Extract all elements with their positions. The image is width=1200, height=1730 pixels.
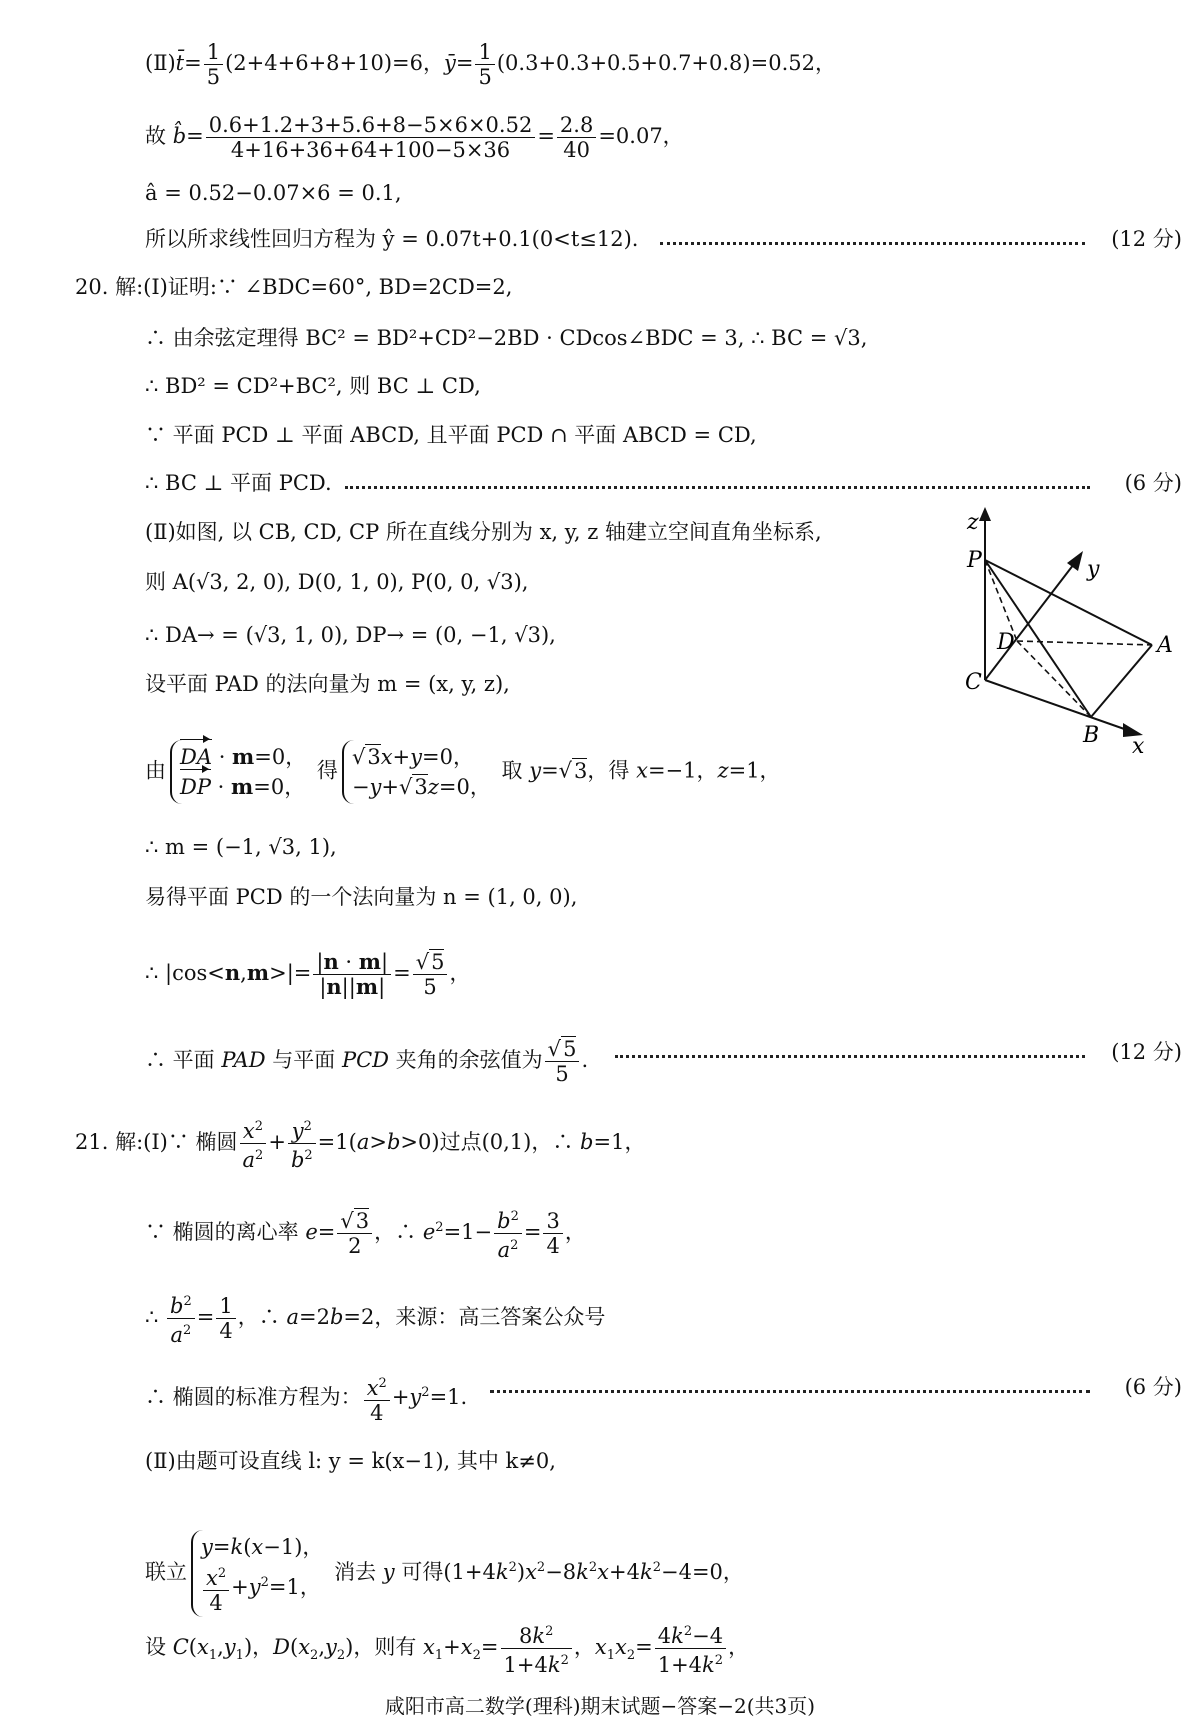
line-normal-n: 易得平面 PCD 的一个法向量为 n = (1, 0, 0), xyxy=(145,885,578,909)
line-ellipse-standard-equation: ∴ 椭圆的标准方程为： $\frac{x^2}{4}$ $+y^2=1$. xyxy=(145,1376,468,1425)
line-normal-vector-setup: 设平面 PAD 的法向量为 m = (x, y, z), xyxy=(145,672,510,696)
line-ratio: ∴ $\frac{b^2}{a^2}$ = $\frac{1}{4}$ ，∴ a=2b=2，来源：高三答案公众号 xyxy=(145,1294,606,1347)
edge-DB xyxy=(1017,641,1091,717)
line-regression-equation: 所以所求线性回归方程为 ŷ = 0.07t+0.1(0<t≤12). xyxy=(145,227,639,251)
edge-BA xyxy=(1091,645,1152,717)
line-vectors: ∴ DA→ = (√3, 1, 0), DP→ = (0, −1, √3), xyxy=(145,623,556,647)
leader-dots xyxy=(345,484,1090,489)
line-bc-perp-plane: ∴ BC ⊥ 平面 PCD. xyxy=(145,471,332,495)
leader-dots xyxy=(490,1388,1090,1393)
score-label: (6 分) xyxy=(1124,1375,1182,1399)
line-plane-perpendicular: ∵ 平面 PCD ⊥ 平面 ABCD, 且平面 PCD ∩ 平面 ABCD = CD, xyxy=(145,423,757,447)
line-angle-cosine: ∴ 平面 PAD 与平面 PCD 夹角的余弦值为 $\frac{√5}{5}$ . xyxy=(145,1037,589,1086)
line-coordinate-system: (Ⅱ)如图, 以 CB, CD, CP 所在直线分别为 x, y, z 轴建立空间直角坐标系, xyxy=(145,520,822,544)
label-P: P xyxy=(967,548,982,573)
leader-dots xyxy=(615,1053,1085,1058)
line-cosine-value: ∴ |cos<n,m>|= $\frac{|n \cdot m|}{|n||m|}$ = $\frac{√5}{5}$ ， xyxy=(145,949,471,999)
line-mean-values: (Ⅱ)t̄= $\frac{1}{5}$ (2+4+6+8+10)=6，ȳ= $\frac{1}{5}$ (0.3+0.3+0.5+0.7+0.8)=0.52， xyxy=(145,40,836,89)
line-eccentricity: ∵ 椭圆的离心率 e= $\frac{√3}{2}$ ，∴ $e^2=1-$ $\frac{b^2}{a^2}$ = $\frac{3}{4}$ ， xyxy=(145,1209,586,1262)
line-b-hat: 故 b̂= $\frac{0.6+1.2+3+5.6+8-5\times 6\times 0.52}{4+16+36+64+100-5\times 36}$ = $\frac{2.8}{40}$ =0.07， xyxy=(145,113,684,162)
label-x: x xyxy=(1132,734,1145,755)
score-label: (6 分) xyxy=(1124,471,1182,495)
edge-DA xyxy=(1017,641,1152,645)
z-axis-arrowhead xyxy=(979,507,991,521)
label-z: z xyxy=(967,510,979,535)
label-A: A xyxy=(1157,633,1173,658)
label-D: D xyxy=(997,630,1015,655)
line-point-coordinates: 则 A(√3, 2, 0), D(0, 1, 0), P(0, 0, √3), xyxy=(145,570,529,594)
label-C: C xyxy=(965,670,982,695)
y-axis xyxy=(985,560,1077,680)
line-pythagoras: ∴ BD² = CD²+BC², 则 BC ⊥ CD, xyxy=(145,374,481,398)
line-simultaneous: 联立 y=k(x−1)， $\frac{x^2}{4}$ $+y^2=1$， 消去 y 可得$(1+4k^2)x^2-8k^2x+4k^2-4=0$， xyxy=(145,1530,744,1617)
score-label: (12 分) xyxy=(1111,1040,1182,1064)
label-B: B xyxy=(1083,723,1100,748)
line-normal-m: ∴ m = (−1, √3, 1), xyxy=(145,835,337,859)
pyramid-figure xyxy=(955,505,1190,755)
q21-part1-start: 21. 解:(Ⅰ)∵ 椭圆 $\frac{x^2}{a^2}$ + $\frac{y^2}{b^2}$ =1(a>b>0)过点(0,1)，∴ b=1， xyxy=(75,1119,646,1172)
line-equation-system: 由 DA · m=0， DP · m=0， 得 √3x+y=0， −y+√3z=0， 取 y=√3，得 x=−1，z=1， xyxy=(145,740,781,804)
page-footer: 咸阳市高二数学(理科)期末试题−答案−2(共3页) xyxy=(384,1694,816,1718)
line-cosine-law: ∴ 由余弦定理得 BC² = BD²+CD²−2BD · CDcos∠BDC = 3, ∴ BC = √3, xyxy=(145,326,868,350)
score-label: (12 分) xyxy=(1111,227,1182,251)
x-axis xyxy=(985,680,1130,731)
line-vieta: 设 $C(x_1,y_1)$，$D(x_2,y_2)$，则有 $x_1+x_2=$ $\frac{8k^2}{1+4k^2}$ ，$x_1x_2=$ $\frac{4k^2-4}{1+4k^2}$ ， xyxy=(145,1624,750,1677)
q20-part1-start: 20. 解:(Ⅰ)证明:∵ ∠BDC=60°, BD=2CD=2, xyxy=(75,275,513,299)
line-line-setup: (Ⅱ)由题可设直线 l: y = k(x−1), 其中 k≠0, xyxy=(145,1449,556,1473)
y-axis-arrowhead xyxy=(1067,551,1083,571)
line-a-hat: â = 0.52−0.07×6 = 0.1, xyxy=(145,181,402,205)
leader-dots xyxy=(660,240,1085,245)
label-y: y xyxy=(1087,557,1100,582)
